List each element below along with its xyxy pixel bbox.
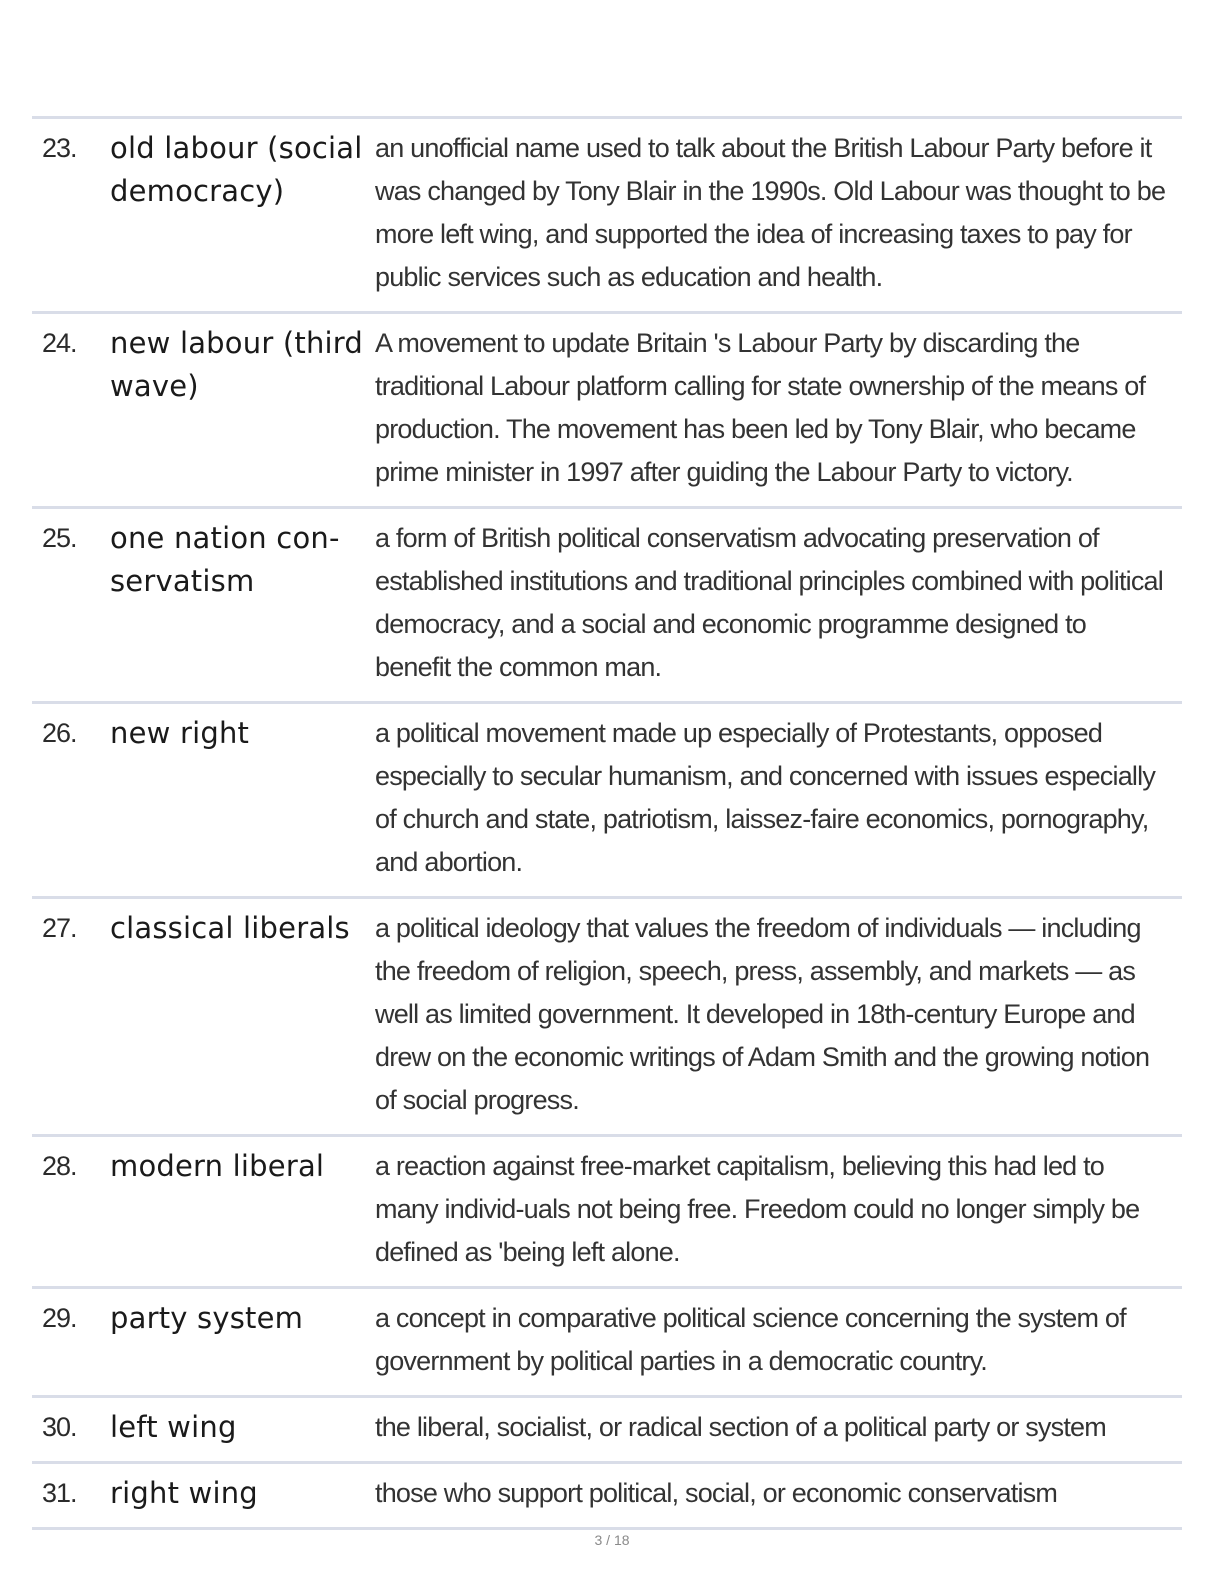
entry-definition: A movement to update Britain 's Labour Party by discarding the traditional Labour platform calling for state ownership of the means of production. The movement has been led by Tony Blair, who became prime minister in 1997 after guiding the Labour Party to victory. <box>375 328 1146 487</box>
page-indicator: 3 / 18 <box>594 1532 630 1548</box>
entry-number: 30. <box>42 1412 77 1442</box>
entry-number: 23. <box>42 133 77 163</box>
entry-definition: a reaction against free-market capitalism, believing this had led to many individ-uals not being free. Freedom could no longer simply be defined as 'being left alone. <box>375 1151 1140 1267</box>
entry-term: one nation con-servatism <box>110 521 340 598</box>
glossary-list <box>32 116 1182 1530</box>
entry-number: 24. <box>42 328 77 358</box>
entry-number: 31. <box>42 1478 77 1508</box>
entry-number: 29. <box>42 1303 77 1333</box>
entry-definition: a political movement made up especially of Protestants, opposed especially to secular humanism, and concerned with issues especially of church and state, patriotism, laissez-faire economics, pornography, and abortion. <box>375 718 1156 877</box>
entry-number: 26. <box>42 718 77 748</box>
glossary-entry <box>32 704 1182 899</box>
glossary-entry <box>32 1137 1182 1289</box>
glossary-entry <box>32 314 1182 509</box>
entry-term: new labour (third wave) <box>110 326 364 403</box>
entry-definition: a political ideology that values the freedom of individuals — including the freedom of religion, speech, press, assembly, and markets — as well as limited government. It developed in 18th-century Europe and drew on the economic writings of Adam Smith and the growing notion of social progress. <box>375 913 1150 1115</box>
entry-definition: those who support political, social, or economic conservatism <box>375 1478 1058 1508</box>
entry-definition: a form of British political conservatism advocating preservation of established institutions and traditional principles combined with political democracy, and a social and economic programme designed to benefit the common man. <box>375 523 1163 682</box>
entry-definition: a concept in comparative political science concerning the system of government by political parties in a democratic country. <box>375 1303 1126 1376</box>
glossary-entry <box>32 509 1182 704</box>
entry-term: new right <box>110 716 250 750</box>
entry-term: party system <box>110 1301 304 1335</box>
entry-term: modern liberal <box>110 1149 325 1183</box>
entry-number: 25. <box>42 523 77 553</box>
entry-definition: an unofficial name used to talk about the British Labour Party before it was changed by Tony Blair in the 1990s. Old Labour was thought to be more left wing, and supported the idea of increasing taxes to pay for public services such as education and health. <box>375 133 1166 292</box>
entry-term: old labour (social democracy) <box>110 131 363 208</box>
glossary-entry <box>32 119 1182 314</box>
entry-term: classical liberals <box>110 911 350 945</box>
glossary-entry <box>32 1289 1182 1398</box>
entry-definition: the liberal, socialist, or radical section of a political party or system <box>375 1412 1106 1442</box>
entry-term: left wing <box>110 1410 237 1444</box>
glossary-entry <box>32 1398 1182 1464</box>
entry-term: right wing <box>110 1476 258 1510</box>
glossary-entry <box>32 899 1182 1137</box>
glossary-entry <box>32 1464 1182 1530</box>
entry-number: 27. <box>42 913 77 943</box>
entry-number: 28. <box>42 1151 77 1181</box>
